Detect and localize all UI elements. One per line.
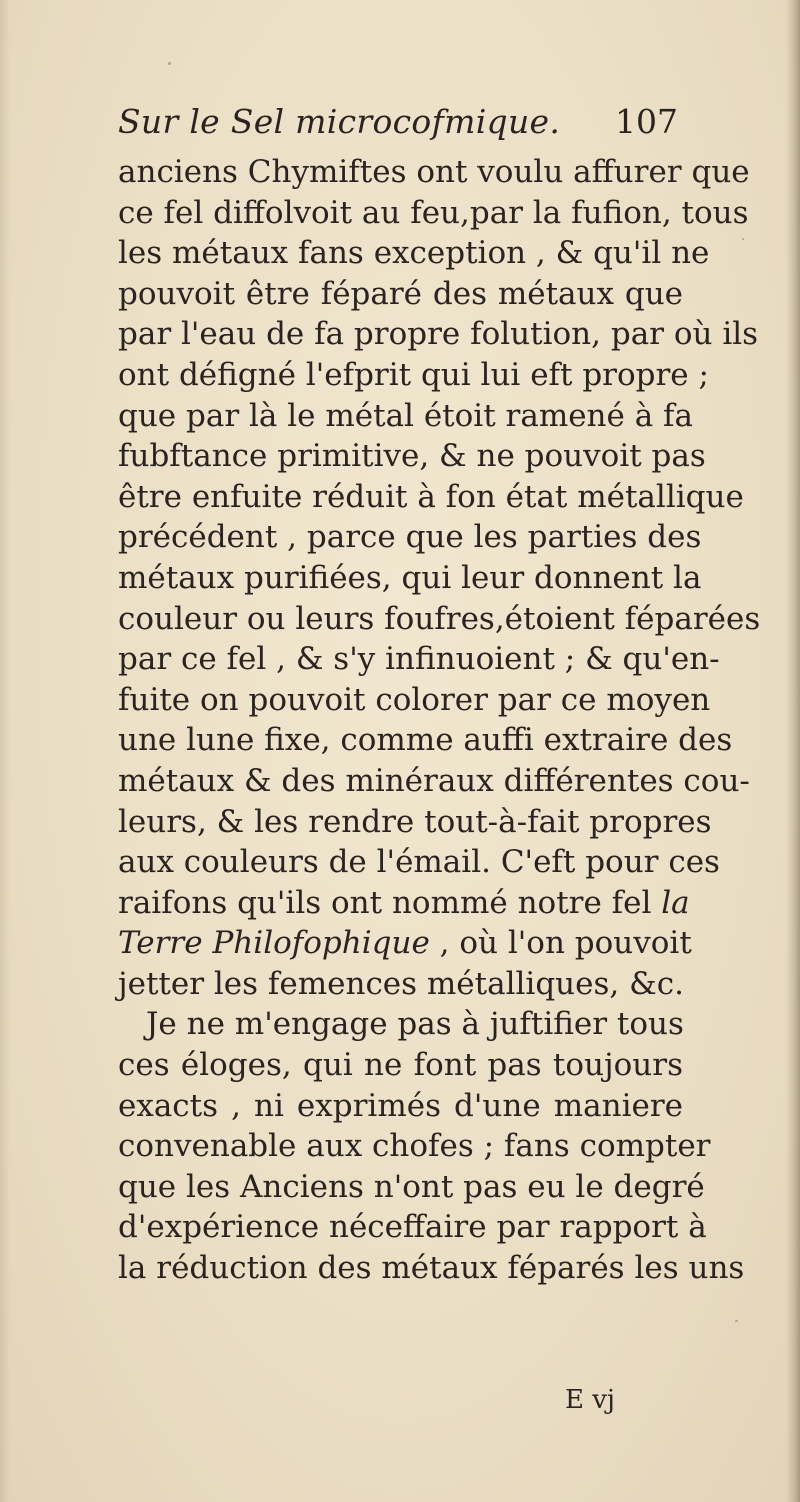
text-line: leurs, & les rendre tout-à-fait propres — [118, 803, 712, 840]
text-line: exacts , ni exprimés d'une maniere — [118, 1087, 683, 1124]
text-segment: pouvoit — [574, 925, 692, 962]
text-line: la réduction des métaux féparés les uns — [118, 1250, 745, 1287]
text-line: ce fel diffolvoit au feu,par la fufion, tous — [118, 194, 749, 231]
text-line-with-italic — [118, 923, 692, 964]
text-line: métaux purifiées, qui leur donnent la — [118, 559, 702, 596]
page-edge-shadow-left — [0, 0, 10, 1502]
page-edge-shadow-right — [786, 0, 800, 1502]
paper-speck — [168, 62, 171, 65]
text-line: ces éloges, qui ne font pas toujours — [118, 1047, 683, 1084]
signature-mark: E vj — [565, 1385, 615, 1415]
text-line-with-italic — [118, 883, 690, 924]
paper-speck — [735, 1320, 738, 1322]
body-text — [118, 152, 761, 1289]
text-line: jetter les femences métalliques, &c. — [118, 965, 684, 1002]
text-line: fuite on pouvoit colorer par ce moyen — [118, 681, 711, 718]
text-line: aux couleurs de l'émail. C'eft pour ces — [118, 844, 720, 881]
text-line: couleur ou leurs foufres,étoient féparées — [118, 600, 761, 637]
text-line: les métaux fans exception , & qu'il ne — [118, 235, 710, 272]
text-line: par l'eau de fa propre folution, par où ils — [118, 316, 759, 353]
italic-segment: la — [661, 884, 690, 921]
text-line: par ce fel , & s'y infinuoient ; & qu'en- — [118, 641, 720, 678]
italic-segment: Terre Philofophique — [118, 925, 430, 962]
text-line: précédent , parce que les parties des — [118, 519, 702, 556]
text-line: métaux & des minéraux différentes cou- — [118, 762, 750, 799]
page-header — [118, 98, 678, 146]
text-line: fubftance primitive, & ne pouvoit pas — [118, 438, 706, 475]
text-line: pouvoit être féparé des métaux que — [118, 275, 683, 312]
text-segment: raifons qu'ils ont nommé notre fel — [118, 884, 652, 921]
text-segment: , où l'on — [439, 925, 565, 962]
text-line: être enfuite réduit à fon état métallique — [118, 478, 744, 515]
running-title: Sur le Sel microcofmique. — [118, 102, 561, 141]
paper-speck — [742, 238, 744, 240]
text-line: que par là le métal étoit ramené à fa — [118, 397, 694, 434]
page-number: 107 — [615, 102, 678, 141]
text-line: anciens Chymiftes ont voulu affurer que — [118, 154, 750, 190]
text-line: une lune fixe, comme auffi extraire des — [118, 722, 733, 759]
text-line: que les Anciens n'ont pas eu le degré — [118, 1168, 705, 1205]
paragraph-first-line: Je ne m'engage pas à juftifier tous — [146, 1006, 684, 1043]
text-line: convenable aux chofes ; fans compter — [118, 1128, 711, 1165]
text-line: ont défigné l'efprit qui lui eft propre ; — [118, 356, 709, 393]
text-line: d'expérience néceffaire par rapport à — [118, 1209, 707, 1246]
